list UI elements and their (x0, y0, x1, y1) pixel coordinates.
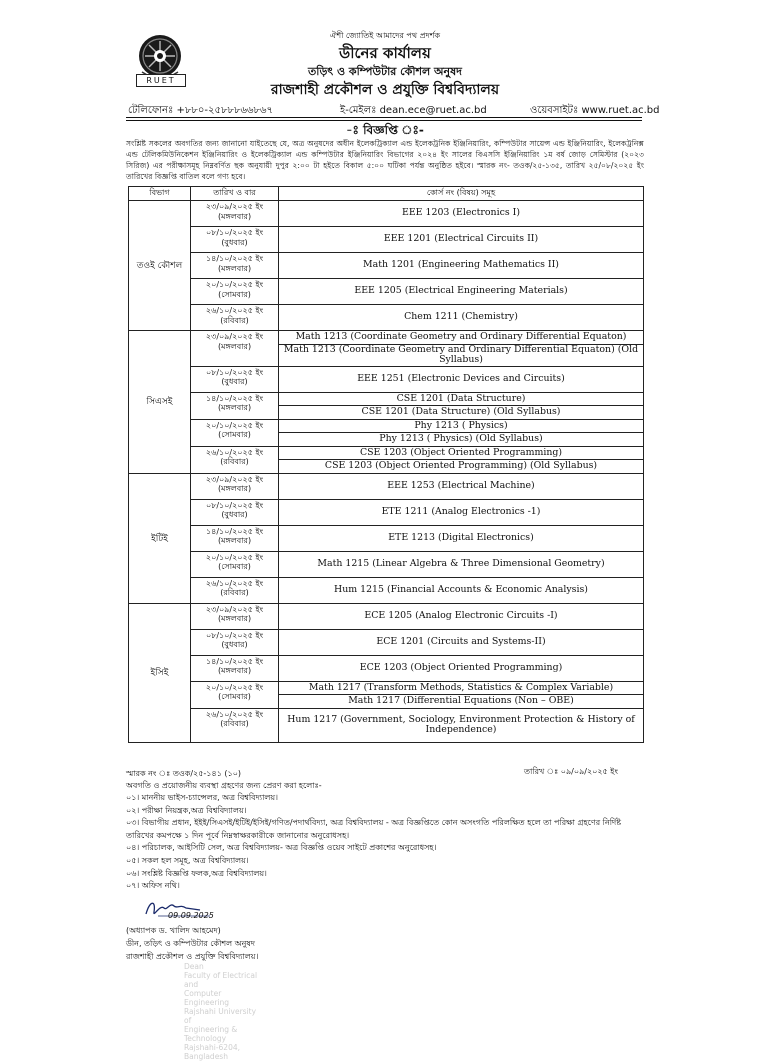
stamp-line: Dean (184, 962, 204, 971)
exam-date: ১৪/১০/২০২৫ ইং (205, 254, 264, 263)
exam-date: ২৬/১০/২০২৫ ইং (205, 306, 264, 315)
exam-date: ০৮/১০/২০২৫ ইং (205, 630, 264, 640)
exam-date: ২৬/১০/২০২৫ ইং (205, 709, 264, 719)
copy-intro: অবগতি ও প্রয়োজনীয় ব্যবস্থা গ্রহণের জন্য প্রেরণ করা হলোঃ- (126, 781, 322, 790)
date-cell (191, 603, 279, 629)
memo-number: স্মারক নং ঃ তওক/২৫-১৪১ (১০) (126, 769, 242, 778)
exam-date: ২৩/০৯/২০২৫ ইং (205, 202, 264, 211)
exam-date: ১৪/১০/২০২৫ ইং (205, 656, 264, 666)
course-cell: Math 1213 (Coordinate Geometry and Ordinary Differential Equaton) (279, 331, 644, 345)
department-cell: সিএসই (129, 331, 191, 474)
course-cell: CSE 1203 (Object Oriented Programming) (Old Syllabus) (279, 460, 644, 474)
course-cell: EEE 1253 (Electrical Machine) (279, 473, 644, 499)
stamp-line: Engineering & Technology (184, 1025, 238, 1043)
date-cell (191, 629, 279, 655)
course-cell: EEE 1205 (Electrical Engineering Materials) (279, 279, 644, 305)
date-cell (191, 681, 279, 708)
stamp-line: Faculty of Electrical and (184, 971, 258, 989)
date-cell (191, 473, 279, 499)
table-row (129, 603, 644, 629)
signer-block (126, 924, 258, 963)
list-item: ০৬। সংশ্লিষ্ট বিজ্ঞপ্তি ফলক,অত্র বিশ্ববিদ্যালয়। (126, 868, 267, 878)
date-cell (191, 331, 279, 367)
notice-title: -ঃ বিজ্ঞপ্তি ঃ- (346, 123, 424, 137)
course-cell: EEE 1251 (Electronic Devices and Circuits) (279, 366, 644, 392)
notice-body: সংশ্লিষ্ট সকলের অবগতির জন্য জানানো যাইতেছে যে, অত্র অনুষদের অধীন ইলেকট্রিক্যাল এন্ড ইলেকট্রনিক ইঞ্জিনিয়ারিং, কম্পিউটার সায়েন্স এন্ড ইঞ্জিনিয়ারিং, ইলেকট্রনিক্স এন্ড টেলিকমিউনিকেশন ইঞ্জিনিয়ারিং ও ইলেকট্রিক্যাল এন্ড কম্পিউটার ইঞ্জিনিয়ারিং বিভাগের ২০২৪ ইং সালের বিএসসি ইঞ্জিনিয়ারিং ১ম বর্ষ জোড় সেমিস্টার (২০২৩ সিরিজ) এর পরীক্ষাসমূহ নিম্নবর্ণিত ছক অনুযায়ী দুপুর ২:০০ টা হইতে বিকাল ৫:০০ ঘটিকা পর্যন্ত অনুষ্ঠিত হইবে। স্মারক নং- তওক/২৫-১৩৫, তারিখ ২৫/০৮/২০২৫ ইং তারিখের বিজ্ঞপ্তি বাতিল বলে গণ্য হবে। (126, 139, 644, 181)
motto: ঐশী জ্যোতিই আমাদের পথ প্রদর্শক (329, 31, 441, 40)
exam-date: ২০/১০/২০২৫ ইং (205, 682, 264, 692)
exam-day: (মঙ্গলবার) (217, 536, 252, 545)
list-item: ০১। মাননীয় ভাইস-চ্যান্সেলর, অত্র বিশ্ববিদ্যালয়। (126, 793, 278, 802)
stamp-line: Rajshahi-6204, Bangladesh (184, 1043, 240, 1061)
date-cell (191, 446, 279, 473)
exam-date: ২৬/১০/২০২৫ ইং (205, 578, 264, 588)
exam-day: (মঙ্গলবার) (217, 484, 252, 493)
list-item: ০৪। পরিচালক, আইসিটি সেল, অত্র বিশ্ববিদ্যালয়- অত্র বিজ্ঞপ্তি ওয়েব সাইটে প্রকাশের অনুরোধসহ। (126, 843, 437, 853)
telephone: টেলিফোনঃ +৮৮০-২৫৮৮৮৬৬৮৬৭ (128, 105, 273, 116)
signer-title: ডীন, তড়িৎ ও কম্পিউটার কৌশল অনুষদ (126, 939, 255, 948)
date-cell (191, 366, 279, 392)
date-cell (191, 525, 279, 551)
office-title: ডীনের কার্যালয় (339, 44, 431, 62)
dean-stamp (184, 962, 264, 1061)
date-cell (191, 201, 279, 227)
exam-date: ২৩/০৯/২০২৫ ইং (205, 474, 264, 484)
stamp-line: Computer Engineering (184, 989, 229, 1007)
exam-date: ২০/১০/২০২৫ ইং (205, 552, 264, 562)
table-row (129, 253, 644, 279)
table-row (129, 227, 644, 253)
date-cell (191, 419, 279, 446)
course-cell: Chem 1211 (Chemistry) (279, 305, 644, 331)
table-row (129, 366, 644, 392)
department-cell: ইসিই (129, 603, 191, 742)
exam-day: (মঙ্গলবার) (217, 403, 252, 412)
exam-day: (মঙ্গলবার) (217, 341, 252, 351)
department-cell: তওই কৌশল (129, 201, 191, 331)
exam-day: (সোমবার) (218, 430, 251, 439)
exam-day: (মঙ্গলবার) (217, 614, 252, 623)
date-cell (191, 305, 279, 331)
exam-day: (সোমবার) (218, 562, 251, 571)
date-cell (191, 655, 279, 681)
course-cell: Math 1215 (Linear Algebra & Three Dimensional Geometry) (279, 551, 644, 577)
signer-name: (অধ্যাপক ড. খালিদ আহমেদ) (126, 926, 221, 935)
table-row (129, 473, 644, 499)
exam-day: (রবিবার) (220, 719, 249, 728)
exam-day: (বুধবার) (221, 640, 248, 649)
course-cell: Phy 1213 ( Physics) (279, 419, 644, 433)
exam-date: ২৩/০৯/২০২৫ ইং (205, 332, 264, 341)
signature-date: 09.09.2025 (168, 911, 214, 920)
exam-day: (রবিবার) (220, 457, 249, 466)
table-row (129, 629, 644, 655)
table-row (129, 419, 644, 433)
table-row (129, 305, 644, 331)
exam-day: (মঙ্গলবার) (217, 263, 252, 273)
exam-date: ১৪/১০/২০২৫ ইং (205, 526, 264, 536)
course-cell: Math 1217 (Differential Equations (Non – OBE) (279, 695, 644, 709)
course-cell: Hum 1215 (Financial Accounts & Economic Analysis) (279, 577, 644, 603)
date-cell (191, 708, 279, 742)
date-cell (191, 499, 279, 525)
exam-date: ২৩/০৯/২০২৫ ইং (205, 604, 264, 614)
list-item: ০২। পরীক্ষা নিয়ন্ত্রক,অত্র বিশ্ববিদ্যালয়। (126, 805, 247, 815)
table-row (129, 708, 644, 742)
course-cell: ECE 1203 (Object Oriented Programming) (279, 655, 644, 681)
university-name: রাজশাহী প্রকৌশল ও প্রযুক্তি বিশ্ববিদ্যালয় (270, 82, 500, 98)
logo-banner: RUET (136, 74, 186, 87)
date-cell (191, 577, 279, 603)
course-cell: Math 1213 (Coordinate Geometry and Ordinary Differential Equaton) (Old Syllabus) (279, 344, 644, 366)
table-row (129, 525, 644, 551)
table-row (129, 331, 644, 345)
list-item: ০৫। সকল হল সমূহ, অত্র বিশ্ববিদ্যালয়। (126, 855, 249, 865)
course-cell: ECE 1205 (Analog Electronic Circuits -I) (279, 603, 644, 629)
exam-schedule-table (128, 186, 644, 743)
exam-date: ১৪/১০/২০২৫ ইং (205, 393, 264, 403)
table-row (129, 279, 644, 305)
table-row (129, 655, 644, 681)
date-cell (191, 551, 279, 577)
exam-date: ২০/১০/২০২৫ ইং (205, 420, 264, 430)
course-cell: Math 1201 (Engineering Mathematics II) (279, 253, 644, 279)
exam-date: ০৮/১০/২০২৫ ইং (205, 367, 264, 377)
course-cell: Phy 1213 ( Physics) (Old Syllabus) (279, 433, 644, 447)
stamp-line: Rajshahi University of (184, 1007, 257, 1025)
table-row (129, 446, 644, 460)
exam-day: (মঙ্গলবার) (217, 666, 252, 675)
table-row (129, 577, 644, 603)
table-row (129, 201, 644, 227)
course-cell: EEE 1201 (Electrical Circuits II) (279, 227, 644, 253)
table-row (129, 551, 644, 577)
exam-day: (মঙ্গলবার) (217, 211, 252, 221)
course-cell: EEE 1203 (Electronics I) (279, 201, 644, 227)
header-courses: কোর্স নং (বিষয়) সমূহ (279, 187, 644, 201)
signer-university: রাজশাহী প্রকৌশল ও প্রযুক্তি বিশ্ববিদ্যালয়। (126, 952, 259, 961)
exam-day: (সোমবার) (218, 289, 251, 299)
exam-day: (সোমবার) (218, 692, 251, 701)
exam-date: ২০/১০/২০২৫ ইং (205, 280, 264, 289)
table-row (129, 681, 644, 695)
course-cell: ETE 1213 (Digital Electronics) (279, 525, 644, 551)
faculty-name: তড়িৎ ও কম্পিউটার কৌশল অনুষদ (308, 65, 462, 78)
list-item: ০৭। অফিস নথি। (126, 881, 180, 891)
date-cell (191, 392, 279, 419)
header-department: বিভাগ (129, 187, 191, 201)
department-cell: ইটিই (129, 473, 191, 603)
exam-day: (বুধবার) (221, 510, 248, 519)
course-cell: Math 1217 (Transform Methods, Statistics & Complex Variable) (279, 681, 644, 695)
course-cell: Hum 1217 (Government, Sociology, Environment Protection & History of Independence) (279, 708, 644, 742)
exam-day: (রবিবার) (220, 588, 249, 597)
exam-date: ২৬/১০/২০২৫ ইং (205, 447, 264, 457)
website: ওয়েবসাইটঃ www.ruet.ac.bd (530, 105, 660, 116)
date-cell (191, 253, 279, 279)
header-date: তারিখ ও বার (191, 187, 279, 201)
course-cell: CSE 1203 (Object Oriented Programming) (279, 446, 644, 460)
header-divider-second (126, 120, 642, 121)
memo-date: তারিখ ঃ ০৯/০৯/২০২৫ ইং (524, 767, 618, 776)
exam-date: ০৮/১০/২০২৫ ইং (205, 228, 264, 237)
date-cell (191, 279, 279, 305)
email: ই-মেইলঃ dean.ece@ruet.ac.bd (340, 105, 487, 116)
course-cell: ECE 1201 (Circuits and Systems-II) (279, 629, 644, 655)
header-divider (126, 117, 642, 118)
list-item: ০৩। বিভাগীয় প্রধান, ইইই/সিএসই/ইটিই/ইসিই/গণিত/পদার্থবিদ্যা, অত্র বিশ্ববিদ্যালয় - অত্র বিজ্ঞপ্তিতে কোন অসংগতি পরিলক্ষিত হলে তা পরিক্ষা গ্রহণের নির্দিষ্ট তারিখের কমপক্ষে ১ দিন পূর্বে নিম্নস্বাক্ষরকারীকে জানানোর অনুরোধসহ। (126, 818, 622, 840)
table-header-row (129, 187, 644, 201)
course-cell: CSE 1201 (Data Structure) (279, 392, 644, 406)
exam-day: (বুধবার) (221, 377, 248, 386)
course-cell: ETE 1211 (Analog Electronics -1) (279, 499, 644, 525)
table-row (129, 392, 644, 406)
exam-date: ০৮/১০/২০২৫ ইং (205, 500, 264, 510)
table-row (129, 499, 644, 525)
exam-day: (রবিবার) (220, 315, 249, 325)
course-cell: CSE 1201 (Data Structure) (Old Syllabus) (279, 406, 644, 420)
exam-day: (বুধবার) (221, 237, 248, 247)
date-cell (191, 227, 279, 253)
copy-list (126, 792, 646, 893)
